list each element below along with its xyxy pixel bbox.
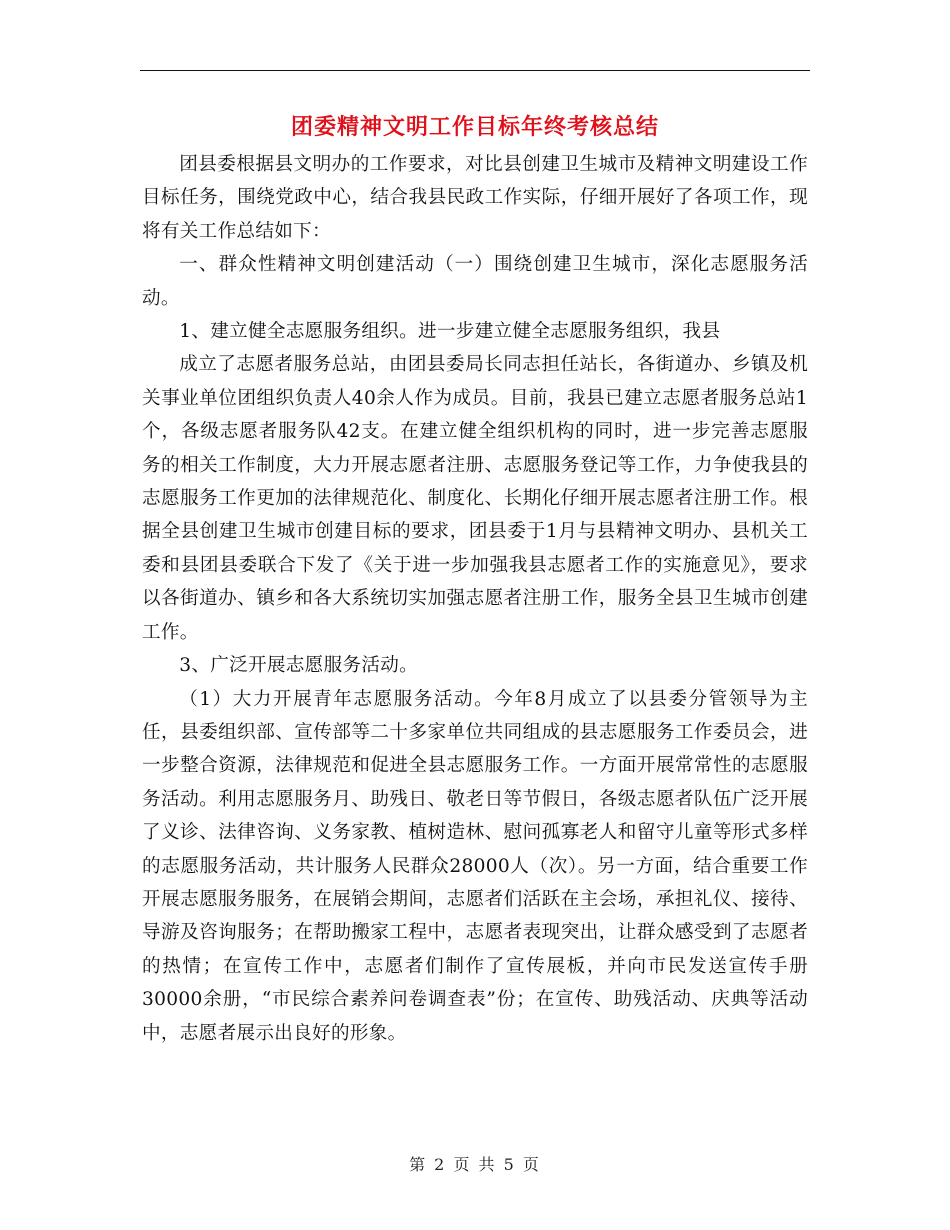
- paragraph-intro: 团县委根据县文明办的工作要求，对比县创建卫生城市及精神文明建设工作目标任务，围绕党政中心，结合我县民政工作实际，仔细开展好了各项工作，现将有关工作总结如下：: [142, 154, 808, 242]
- paragraph-item-3-heading: 3、广泛开展志愿服务活动。: [179, 655, 419, 677]
- page-footer: 第 2 页 共 5 页: [409, 1155, 541, 1174]
- paragraph-item-1-heading: 1、建立健全志愿服务组织。进一步建立健全志愿服务组织，我县: [179, 321, 721, 343]
- paragraph-section-1: 一、群众性精神文明创建活动（一）围绕创建卫生城市，深化志愿服务活动。: [142, 254, 808, 309]
- paragraph-item-3-1: （1）大力开展青年志愿服务活动。今年8月成立了以县委分管领导为主任，县委组织部、宣传部等二十多家单位共同组成的县志愿服务工作委员会，进一步整合资源，法律规范和促进全县志愿服务工作。一方面开展常常性的志愿服务活动。利用志愿服务月、助残日、敬老日等节假日，各级志愿者队伍广泛开展了义诊、法律咨询、义务家教、植树造林、慰问孤寡老人和留守儿童等形式多样的志愿服务活动，共计服务人民群众28000人（次）。另一方面，结合重要工作开展志愿服务服务，在展销会期间，志愿者们活跃在主会场，承担礼仪、接待、导游及咨询服务；在帮助搬家工程中，志愿者表现突出，让群众感受到了志愿者的热情；在宣传工作中，志愿者们制作了宣传展板，并向市民发送宣传手册30000余册，“市民综合素养问卷调查表”份；在宣传、助残活动、庆典等活动中，志愿者展示出良好的形象。: [142, 688, 808, 1044]
- paragraph-item-1-body: 成立了志愿者服务总站，由团县委局长同志担任站长，各街道办、乡镇及机关事业单位团组织负责人40余人作为成员。目前，我县已建立志愿者服务总站1个，各级志愿者服务队42支。在建立健全组织机构的同时，进一步完善志愿服务的相关工作制度，大力开展志愿者注册、志愿服务登记等工作，力争使我县的志愿服务工作更加的法律规范化、制度化、长期化仔细开展志愿者注册工作。根据全县创建卫生城市创建目标的要求，团县委于1月与县精神文明办、县机关工委和县团县委联合下发了《关于进一步加强我县志愿者工作的实施意见》，要求以各街道办、镇乡和各大系统切实加强志愿者注册工作，服务全县卫生城市创建工作。: [142, 354, 808, 643]
- header-rule: [140, 70, 810, 71]
- document-title: 团委精神文明工作目标年终考核总结: [290, 114, 659, 140]
- document-body: [142, 148, 808, 1050]
